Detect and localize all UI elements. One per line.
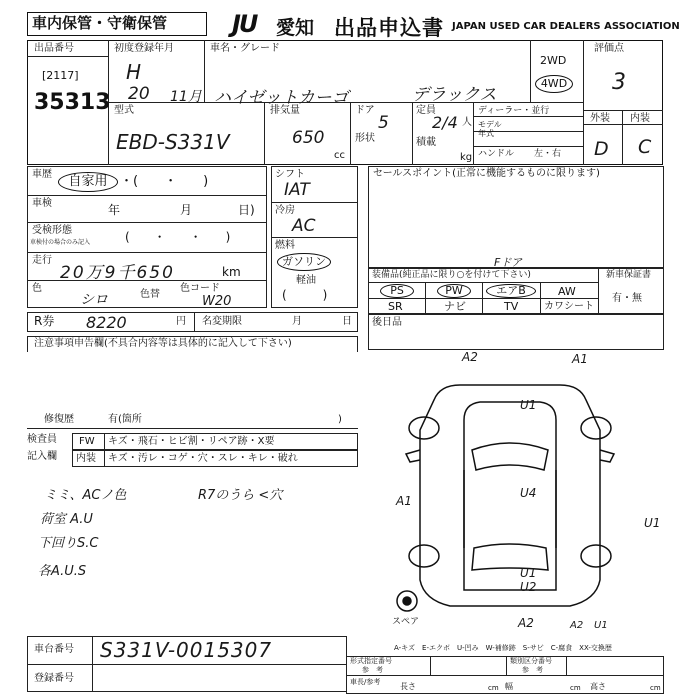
notes-label: 注意事項申告欄(不具合内容等は具体的に記入して下さい) <box>34 338 292 349</box>
handnote-2: R7のうら <穴 <box>198 488 283 503</box>
repair-value: 有(箇所 <box>108 414 142 425</box>
dmg-a2-bottom: A2 <box>518 616 534 630</box>
dmg-u1-right: U1 <box>644 516 661 530</box>
equip-note: Fドア <box>494 256 522 269</box>
type-label: 型式 <box>114 105 134 116</box>
equip-sr: SR <box>388 300 403 313</box>
repair-label: 修復歴 <box>44 414 74 425</box>
name-label: 車名・グレード <box>210 43 280 54</box>
int-label: 内装 <box>630 113 650 124</box>
rtax-unit: 円 <box>176 316 186 327</box>
dmg-u1-bumper: U1 <box>594 620 608 631</box>
manual-label: 新車保証書 <box>606 270 652 280</box>
model-name: ハイゼットカーゴ <box>214 88 349 108</box>
reg-year: 20 <box>128 84 150 104</box>
ext-label: 外装 <box>590 113 610 124</box>
color-value: シロ <box>80 292 108 308</box>
repair-close: ) <box>338 414 342 425</box>
shaken-year: 年 <box>108 203 121 217</box>
drive-2wd: 2WD <box>540 54 567 67</box>
doors-value: 5 <box>378 113 389 133</box>
doc-title: 出品申込書 <box>334 16 444 40</box>
dmg-u4-roof: U4 <box>520 486 537 500</box>
ext-grade: D <box>594 138 609 160</box>
dmg-u1-hood: U1 <box>520 398 537 412</box>
handnote-5: 各A.U.S <box>38 564 87 579</box>
reg-cert-1: 形式指定番号 <box>350 657 392 665</box>
shift-label: シフト <box>275 169 305 180</box>
reg-cert-2: 参 考 <box>362 666 383 674</box>
org-name: 愛知 <box>276 17 315 39</box>
color-code: W20 <box>202 294 232 309</box>
cc-label: 排気量 <box>270 105 300 116</box>
lot-number: 35313 <box>34 90 111 115</box>
manual-opts: 有・無 <box>612 293 642 304</box>
drive-4wd: 4WD <box>535 75 573 93</box>
doors-label: ドア <box>355 105 375 116</box>
reg-cert-3: 類別区分番号 <box>510 657 552 665</box>
shaken-label: 車検 <box>32 198 52 209</box>
assoc-name: JAPAN USED CAR DEALERS ASSOCIATION <box>452 21 680 32</box>
dmg-u2-rear: U2 <box>520 580 537 594</box>
capacity-label: 定員 <box>416 105 436 116</box>
capacity-unit: 人 <box>462 117 472 128</box>
dealer-label: ディーラー・並行 <box>478 106 550 116</box>
equip-tv: TV <box>504 300 519 313</box>
rtax-value: 8220 <box>86 313 127 332</box>
int-options-label: 内装 <box>76 453 96 464</box>
mileage-label: 走行 <box>32 255 52 266</box>
equip-ps: PS <box>380 284 414 298</box>
lot-label: 出品番号 <box>34 43 74 54</box>
ac-value: AC <box>292 216 316 236</box>
capacity-value: 2/4 <box>432 113 458 132</box>
cc-value: 650 <box>292 128 325 148</box>
handle-label: ハンドル <box>478 149 515 159</box>
equip-airbag: エアB <box>486 284 536 298</box>
equip-aw: AW <box>558 285 576 298</box>
int-options: キズ・汚レ・コゲ・穴・スレ・キレ・破れ <box>108 453 298 464</box>
fw-options: キズ・飛石・ヒビ割・リペア跡・X要 <box>108 436 275 447</box>
weight-unit: kg <box>460 152 473 163</box>
ju-logo: JU <box>232 10 257 38</box>
name-change-day: 日 <box>342 316 352 327</box>
storage-tag: 車内保管・守衛保管 <box>27 12 207 36</box>
shaken-day: 日) <box>238 203 255 217</box>
dims-4: 高さ <box>590 682 606 691</box>
damage-legend: A-キズ E-エクボ U-凹み W-補修跡 S-サビ C-腐食 XX-交換歴 <box>394 644 612 652</box>
sales-point-label: セールスポイント(正常に機能するものに限ります) <box>373 168 600 179</box>
fuel-paren: ( ) <box>282 288 328 302</box>
receive-sub: 車検付の場合のみ記入 <box>30 239 91 246</box>
dims-1: 車長/参考 <box>350 678 381 686</box>
dims-3: 幅 <box>505 682 513 691</box>
equip-label: 装備品(純正品に限り○を付けて下さい) <box>372 270 531 280</box>
chassis-label: 車台番号 <box>34 644 74 655</box>
car-use-label: 車歴 <box>32 169 52 180</box>
dmg-a2-front: A2 <box>462 350 478 364</box>
grade-name: デラックス <box>412 85 497 105</box>
lot-sub: [2117] <box>42 69 79 82</box>
handnote-1: ミミ、ACノ色 <box>44 488 127 503</box>
reg-label: 初度登録年月 <box>114 43 174 54</box>
rear-label: 後日品 <box>372 317 402 328</box>
fuel-value: ガソリン <box>277 253 331 271</box>
grade-score-label: 評価点 <box>594 43 624 54</box>
dims-unit-3: cm <box>650 684 661 692</box>
spare-label: スペア <box>392 617 420 627</box>
color-swap: 色替 <box>140 289 160 300</box>
dmg-a2-bumper: A2 <box>570 620 584 631</box>
plate-label: 登録番号 <box>34 673 74 684</box>
handnote-4: 下回りS.C <box>38 536 99 551</box>
int-grade: C <box>638 136 652 158</box>
dims-2: 長さ <box>400 682 416 691</box>
inspector-label-1: 検査員 <box>27 434 57 445</box>
mileage-unit: km <box>222 265 241 279</box>
car-use-rest: ・( ・ ) <box>120 174 209 189</box>
type-value: EBD-S331V <box>116 130 230 154</box>
dmg-a1-front: A1 <box>572 352 588 366</box>
weight-label: 積載 <box>416 137 436 148</box>
rtax-label: R券 <box>34 314 55 328</box>
handnote-3: 荷室 A.U <box>40 512 93 527</box>
dims-unit-1: cm <box>488 684 499 692</box>
cc-unit: cc <box>334 150 345 161</box>
name-change-month: 月 <box>292 316 302 327</box>
chassis-value: S331V-0015307 <box>100 638 273 662</box>
car-use-value: 自家用 <box>58 172 118 192</box>
shift-value: IAT <box>284 180 310 200</box>
shape-label: 形状 <box>355 133 375 144</box>
inspector-label-2: 記入欄 <box>27 451 57 462</box>
mileage-value: 20万9千650 <box>60 263 175 283</box>
color-label: 色 <box>32 283 42 294</box>
name-change-label: 名変期限 <box>202 316 242 327</box>
dims-unit-2: cm <box>570 684 581 692</box>
reg-era: H <box>126 60 142 84</box>
shaken-month: 月 <box>180 203 193 217</box>
color-code-label: 色コード <box>180 283 220 294</box>
dmg-u1-rear: U1 <box>520 566 537 580</box>
model-year-label: モデル年式 <box>478 120 502 138</box>
dmg-a1-left: A1 <box>396 494 412 508</box>
equip-pw: PW <box>437 284 471 298</box>
grade-score-value: 3 <box>612 70 626 95</box>
equip-leather: カワシート <box>544 301 594 312</box>
fw-label: FW <box>79 436 95 447</box>
fuel-diesel: 軽油 <box>296 275 316 286</box>
equip-navi: ナビ <box>444 300 466 313</box>
reg-cert-4: 参 考 <box>522 666 543 674</box>
fuel-label: 燃料 <box>275 240 295 251</box>
receive-label: 受検形態 <box>32 225 72 236</box>
reg-month: 11月 <box>170 89 202 105</box>
receive-paren: ( ・ ・ ) <box>125 230 231 244</box>
handle-lr: 左・右 <box>534 149 562 159</box>
ac-label: 冷房 <box>275 205 295 216</box>
